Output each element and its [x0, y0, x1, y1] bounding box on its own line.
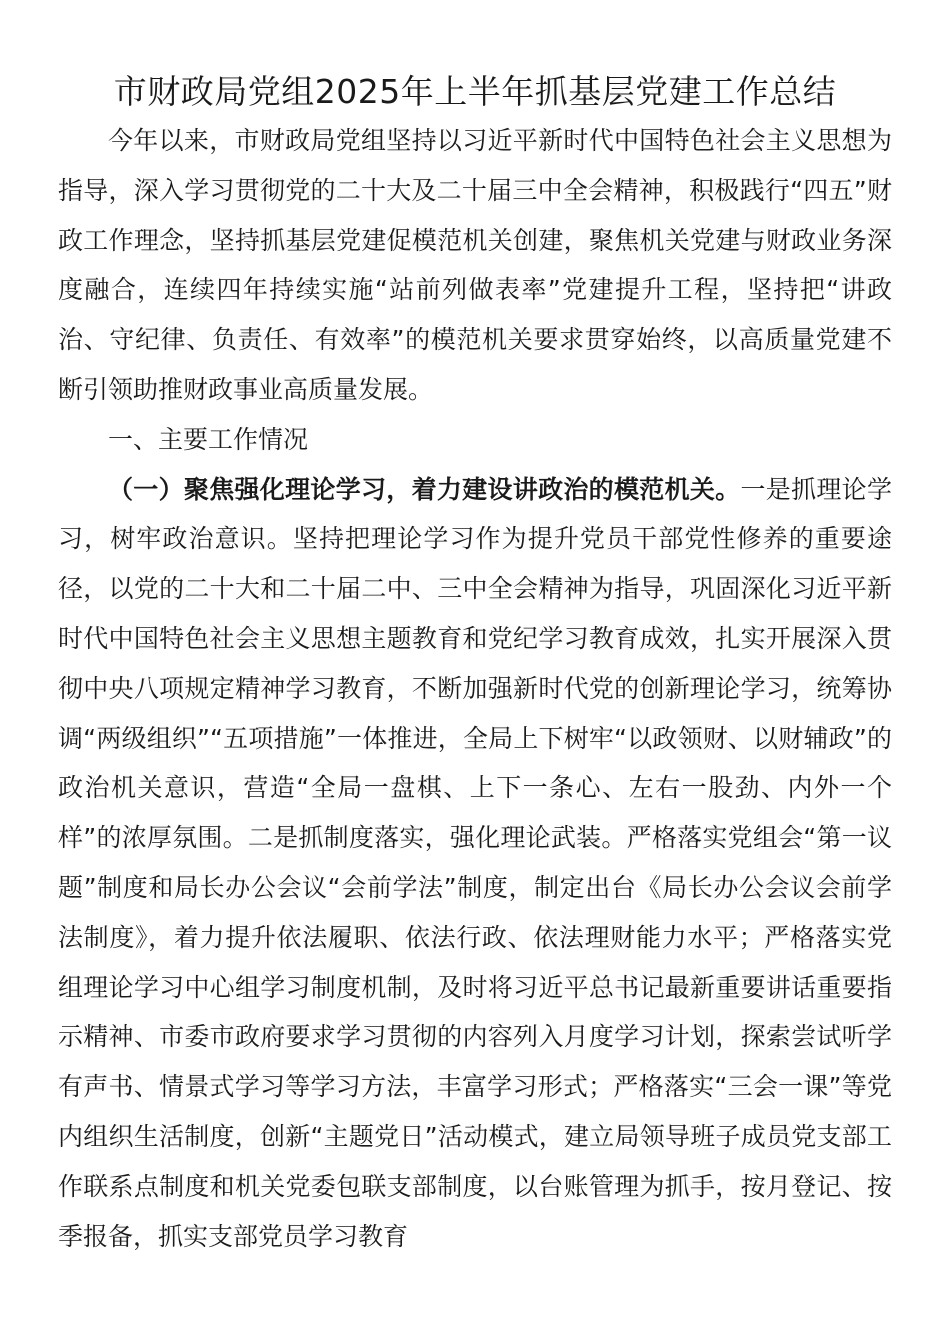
subsection-body: 一是抓理论学习，树牢政治意识。坚持把理论学习作为提升党员干部党性修养的重要途径，以党的二十大和二十届二中、三中全会精神为指导，巩固深化习近平新时代中国特色社会主义思想主题教育和党纪学习教育成效，扎实开展深入贯彻中央八项规定精神学习教育，不断加强新时代党的创新理论学习，统筹协调“两级组织”“五项措施”一体推进，全局上下树牢“以政领财、以财辅政”的政治机关意识，营造“全局一盘棋、上下一条心、左右一股劲、内外一个样”的浓厚氛围。二是抓制度落实，强化理论武装。严格落实党组会“第一议题”制度和局长办公会议“会前学法”制度，制定出台《局长办公会议会前学法制度》，着力提升依法履职、依法行政、依法理财能力水平；严格落实党组理论学习中心组学习制度机制，及时将习近平总书记最新重要讲话重要指示精神、市委市政府要求学习贯彻的内容列入月度学习计划，探索尝试听学有声书、情景式学习等学习方法，丰富学习形式；严格落实“三会一课”等党内组织生活制度，创新“主题党日”活动模式，建立局领导班子成员党支部工作联系点制度和机关党委包联支部制度，以台账管理为抓手，按月登记、按季报备，抓实支部党员学习教育: [58, 474, 892, 1251]
section-heading: 一、主要工作情况: [108, 424, 309, 454]
subsection-paragraph: [58, 465, 892, 1262]
document-title: 市财政局党组2025年上半年抓基层党建工作总结: [113, 72, 837, 111]
document-page: [58, 68, 892, 1261]
intro-paragraph: 今年以来，市财政局党组坚持以习近平新时代中国特色社会主义思想为指导，深入学习贯彻党的二十大及二十届三中全会精神，积极践行“四五”财政工作理念，坚持抓基层党建促模范机关创建，聚焦机关党建与财政业务深度融合，连续四年持续实施“站前列做表率”党建提升工程，坚持把“讲政治、守纪律、负责任、有效率”的模范机关要求贯穿始终，以高质量党建不断引领助推财政事业高质量发展。: [58, 126, 892, 404]
subsection-title: （一）聚焦强化理论学习，着力建设讲政治的模范机关。: [108, 474, 741, 504]
